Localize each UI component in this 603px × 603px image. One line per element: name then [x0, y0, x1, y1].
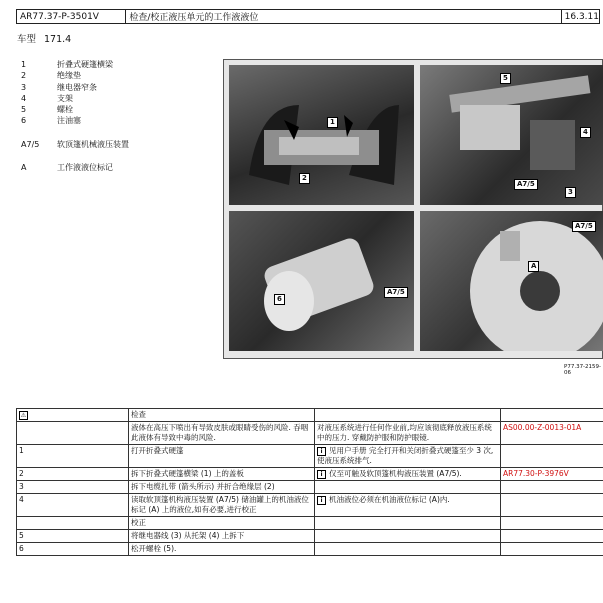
- photo-level-mark: [420, 211, 603, 351]
- photo-sketch: [420, 65, 603, 205]
- table-row: 2 拆下折叠式硬篷横梁 (1) 上的盖板 i 仅至可触及软顶篷机构液压装置 (A7/5). AR77.30-P-3976V: [17, 468, 603, 481]
- photo-filler-plug: [229, 211, 414, 351]
- photo-sketch: [420, 211, 603, 351]
- legend-item: 5 螺栓: [21, 105, 73, 115]
- doc-header: [16, 9, 600, 24]
- table-row: ⚠ 检查: [17, 409, 603, 422]
- model-value: 171.4: [44, 34, 72, 45]
- photo-sketch: [229, 211, 414, 351]
- legend-item: 1 折叠式硬篷横梁: [21, 60, 113, 69]
- callout-a7-5: A7/5: [514, 179, 538, 190]
- callout-a7-5: A7/5: [384, 287, 408, 298]
- legend-item: A 工作液液位标记: [21, 163, 113, 173]
- callout-5: 5: [500, 73, 511, 84]
- photo-hardtop-crossmember: [229, 65, 414, 205]
- table-row: 6 松开螺栓 (5).: [17, 543, 603, 556]
- table-row: 1 打开折叠式硬篷 i 见用户手册 完全打开和关闭折叠式硬篷至少 3 次, 使液压系统排气.: [17, 445, 603, 468]
- procedure-table: [16, 408, 603, 556]
- callout-a7-5: A7/5: [572, 221, 596, 232]
- doc-date: 16.3.11: [564, 11, 599, 22]
- callout-3: 3: [565, 187, 576, 198]
- callout-2: 2: [299, 173, 310, 184]
- legend: [21, 59, 129, 173]
- table-row: 4 读取软顶篷机构液压装置 (A7/5) 储油罐上的机油液位标记 (A) 上的液位,如有必要,进行校正 i 机油液位必须在机油液位标记 (A)内.: [17, 494, 603, 517]
- info-icon: i: [317, 496, 326, 505]
- info-icon: i: [317, 447, 326, 456]
- photo-hydraulic-unit: [420, 65, 603, 205]
- table-row: 校正: [17, 517, 603, 530]
- callout-1: 1: [327, 117, 338, 128]
- legend-item: 2 绝缘垫: [21, 71, 81, 81]
- table-row: 5 将继电器线 (3) 从托架 (4) 上拆下: [17, 530, 603, 543]
- figure-panel: [223, 59, 603, 359]
- callout-a: A: [528, 261, 539, 272]
- doc-title: 检查/校正液压单元的工作液液位: [126, 10, 561, 23]
- doc-link[interactable]: AS00.00-Z-0013-01A: [501, 422, 603, 445]
- legend-item: 4 支架: [21, 93, 73, 103]
- figure-reference: P77.37-2159-06: [564, 364, 602, 376]
- callout-6: 6: [274, 294, 285, 305]
- legend-item: 3 继电器窄条: [21, 82, 97, 92]
- doc-link[interactable]: AR77.30-P-3976V: [501, 468, 603, 481]
- callout-4: 4: [580, 127, 591, 138]
- table-row: 3 拆下电缆扎带 (箭头所示) 并折合绝缘层 (2): [17, 481, 603, 494]
- legend-item: A7/5 软顶篷机械液压装置: [21, 139, 129, 149]
- warning-triangle-icon: ⚠: [20, 412, 27, 419]
- table-row: 液体在高压下喷出有导致皮肤或眼睛受伤的风险. 吞咽此液体有导致中毒的风险. 对液压系统进行任何作业前,均应该彻底释放液压系统中的压力. 穿戴防护服和防护眼镜. AS00.00-Z-0013-01A: [17, 422, 603, 445]
- photo-sketch: [229, 65, 414, 205]
- model-label: 车型: [17, 34, 37, 45]
- model-line: [17, 31, 79, 45]
- doc-id: AR77.37-P-3501V: [17, 10, 126, 23]
- info-icon: i: [317, 470, 326, 479]
- legend-item: 6 注油塞: [21, 116, 81, 126]
